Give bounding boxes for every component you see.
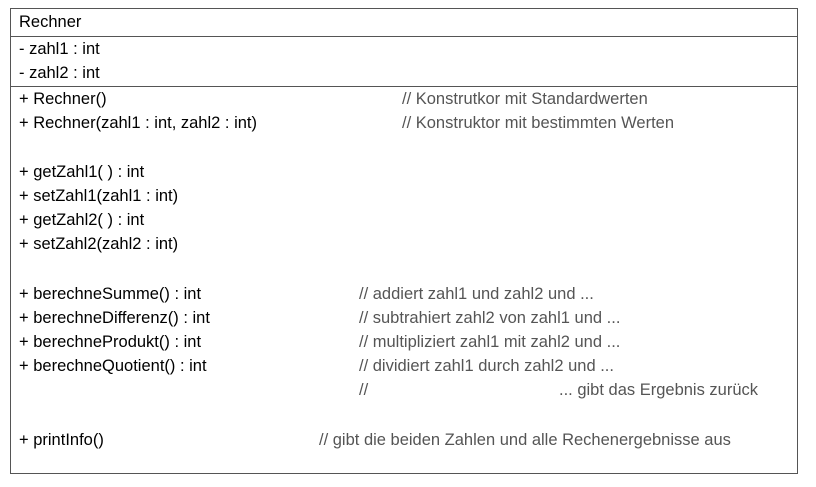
attribute-zahl2: - zahl2 : int <box>19 64 100 82</box>
class-name: Rechner <box>19 13 82 31</box>
op-print-info: + printInfo() <box>19 431 104 449</box>
attributes-compartment <box>11 37 797 87</box>
op-berechne-differenz: + berechneDifferenz() : int <box>19 309 210 327</box>
uml-class-box <box>10 8 798 474</box>
op-constructor-default: + Rechner() <box>19 90 107 108</box>
op-set-zahl1: + setZahl1(zahl1 : int) <box>19 187 179 205</box>
op-berechne-summe: + berechneSumme() : int <box>19 285 202 303</box>
op-berechne-produkt: + berechneProdukt() : int <box>19 333 202 351</box>
op-get-zahl2: + getZahl2( ) : int <box>19 211 145 229</box>
attribute-zahl1: - zahl1 : int <box>19 40 100 58</box>
comment-summe: // addiert zahl1 und zahl2 und ... <box>359 285 594 303</box>
comment-ergebnis-prefix: // <box>359 381 369 399</box>
op-constructor-params: + Rechner(zahl1 : int, zahl2 : int) <box>19 114 257 132</box>
comment-ergebnis: ... gibt das Ergebnis zurück <box>559 381 759 399</box>
op-set-zahl2: + setZahl2(zahl2 : int) <box>19 235 179 253</box>
comment-constructor-default: // Konstrutkor mit Standardwerten <box>402 90 648 108</box>
operations-compartment <box>11 87 797 473</box>
comment-quotient: // dividiert zahl1 durch zahl2 und ... <box>359 357 614 375</box>
comment-print-info: // gibt die beiden Zahlen und alle Rechenergebnisse aus <box>319 431 731 449</box>
op-berechne-quotient: + berechneQuotient() : int <box>19 357 207 375</box>
op-get-zahl1: + getZahl1( ) : int <box>19 163 145 181</box>
comment-constructor-params: // Konstruktor mit bestimmten Werten <box>402 114 675 132</box>
comment-differenz: // subtrahiert zahl2 von zahl1 und ... <box>359 309 621 327</box>
class-name-compartment <box>11 9 797 37</box>
comment-produkt: // multipliziert zahl1 mit zahl2 und ... <box>359 333 621 351</box>
